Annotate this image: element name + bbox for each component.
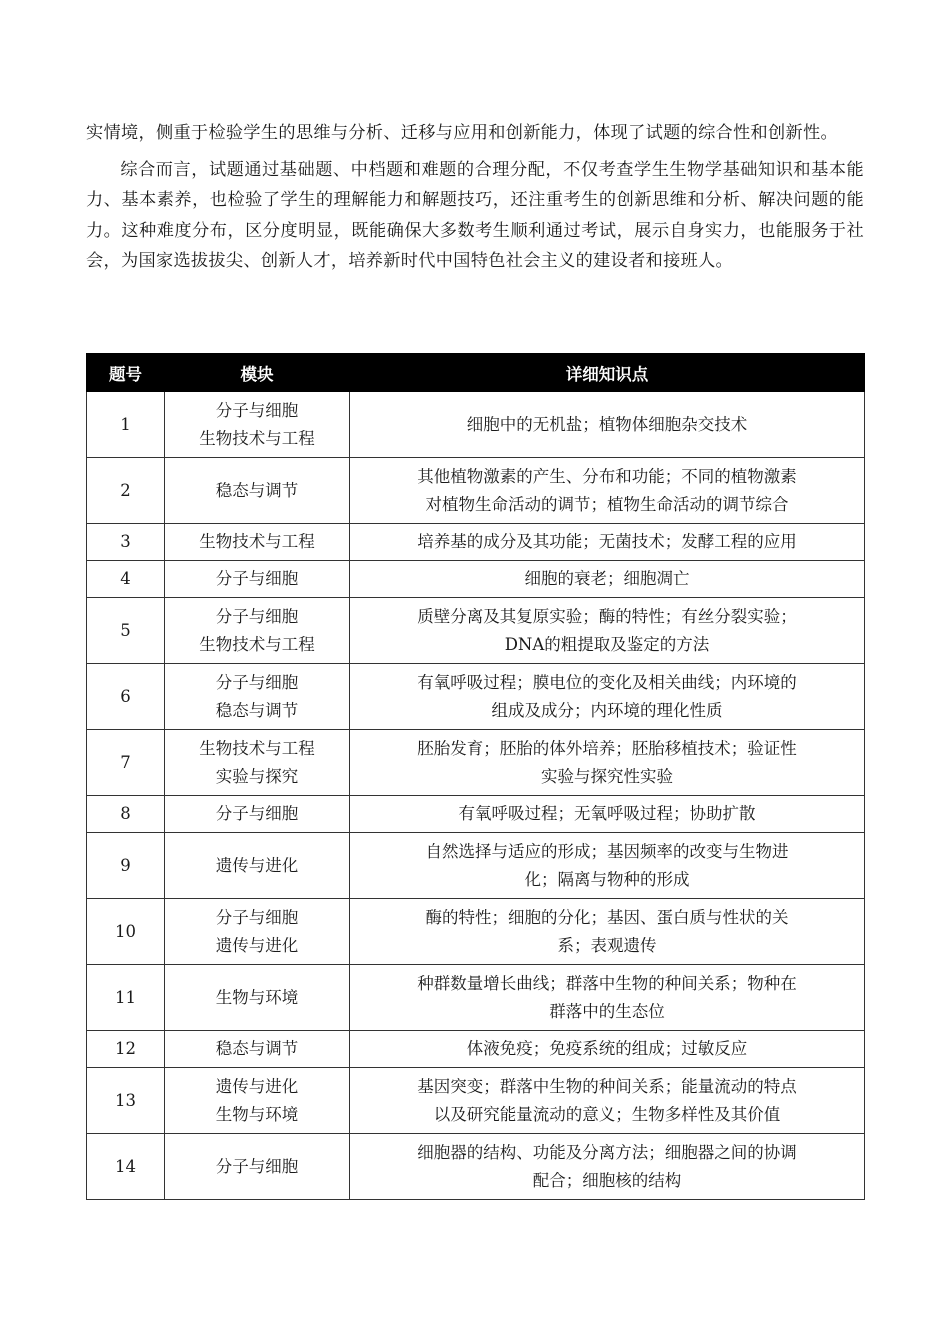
module-cell [165,833,350,899]
knowledge-points-cell [350,965,865,1031]
document-body [86,118,864,277]
question-number-cell: 2 [87,458,165,524]
module-name: 稳态与调节 [215,480,299,500]
knowledge-points-cell [350,524,865,561]
table-row [87,664,865,730]
knowledge-points-line: 系；表观遗传 [557,935,657,955]
module-name: 遗传与进化 [215,855,299,875]
question-number-cell: 10 [87,899,165,965]
knowledge-points-line: 培养基的成分及其功能；无菌技术；发酵工程的应用 [417,532,797,551]
header-module: 模块 [165,354,350,392]
question-number-cell: 13 [87,1068,165,1134]
module-name: 稳态与调节 [215,700,299,720]
table-row [87,796,865,833]
module-cell [165,524,350,561]
module-cell [165,561,350,598]
knowledge-points-cell [350,561,865,598]
knowledge-points-line: 其他植物激素的产生、分布和功能；不同的植物激素 [417,466,797,486]
knowledge-points-line: 以及研究能量流动的意义；生物多样性及其价值 [433,1104,781,1124]
module-name: 遗传与进化 [215,1076,299,1096]
module-name: 生物技术与工程 [199,428,315,448]
knowledge-points-line: 实验与探究性实验 [541,766,673,786]
question-number-cell: 12 [87,1031,165,1068]
knowledge-points-line: 细胞中的无机盐；植物体细胞杂交技术 [466,414,748,434]
question-number-cell: 1 [87,392,165,458]
module-name: 分子与细胞 [215,907,299,927]
question-number-cell: 6 [87,664,165,730]
question-number-cell: 9 [87,833,165,899]
knowledge-points-line: 基因突变；群落中生物的种间关系；能量流动的特点 [417,1076,797,1096]
knowledge-points-cell [350,730,865,796]
knowledge-points-cell [350,458,865,524]
module-name: 分子与细胞 [215,672,299,692]
module-name: 遗传与进化 [215,935,299,955]
knowledge-points-line: 化；隔离与物种的形成 [524,869,690,889]
knowledge-points-line: 组成及成分；内环境的理化性质 [491,700,723,720]
header-knowledge-points: 详细知识点 [350,354,865,392]
knowledge-points-line: 体液免疫；免疫系统的组成；过敏反应 [466,1039,748,1058]
table-row [87,392,865,458]
module-cell [165,598,350,664]
module-cell [165,1134,350,1200]
paragraph-summary: 综合而言，试题通过基础题、中档题和难题的合理分配，不仅考查学生生物学基础知识和基本能力、基本素养，也检验了学生的理解能力和解题技巧，还注重考生的创新思维和分析、解决问题的能力。这种难度分布，区分度明显，既能确保大多数考生顺利通过考试，展示自身实力，也能服务于社会，为国家选拔拔尖、创新人才，培养新时代中国特色社会主义的建设者和接班人。 [86,159,864,271]
knowledge-points-line: 细胞的衰老；细胞凋亡 [524,569,690,588]
module-name: 生物技术与工程 [199,738,315,758]
knowledge-point-table [86,353,865,1200]
table-row [87,965,865,1031]
table-row [87,458,865,524]
question-number-cell: 3 [87,524,165,561]
module-name: 分子与细胞 [215,1156,299,1176]
knowledge-points-line: 种群数量增长曲线；群落中生物的种间关系；物种在 [417,973,797,993]
knowledge-points-line: 细胞器的结构、功能及分离方法；细胞器之间的协调 [417,1142,797,1162]
table-body [87,392,865,1200]
table-row [87,561,865,598]
module-name: 分子与细胞 [215,606,299,626]
knowledge-points-cell [350,1031,865,1068]
module-name: 生物与环境 [215,1104,299,1124]
knowledge-points-cell [350,833,865,899]
knowledge-points-cell [350,796,865,833]
knowledge-points-cell [350,392,865,458]
table-row [87,899,865,965]
module-name: 实验与探究 [215,766,299,786]
knowledge-points-cell [350,1068,865,1134]
knowledge-points-line: 自然选择与适应的形成；基因频率的改变与生物进 [425,841,789,861]
question-number-cell: 4 [87,561,165,598]
knowledge-points-line: 有氧呼吸过程；膜电位的变化及相关曲线；内环境的 [417,672,797,692]
table-row [87,598,865,664]
knowledge-points-cell [350,899,865,965]
knowledge-points-line: 配合；细胞核的结构 [532,1170,682,1190]
module-cell [165,664,350,730]
knowledge-points-cell [350,664,865,730]
knowledge-points-line: 质壁分离及其复原实验；酶的特性；有丝分裂实验； [417,606,797,626]
paragraph-continuation: 实情境，侧重于检验学生的思维与分析、迁移与应用和创新能力，体现了试题的综合性和创新性。 [86,123,838,143]
question-number-cell: 11 [87,965,165,1031]
table-row [87,833,865,899]
knowledge-points-line: 对植物生命活动的调节；植物生命活动的调节综合 [425,494,789,514]
module-cell [165,796,350,833]
module-cell [165,965,350,1031]
header-question-number: 题号 [87,354,165,392]
module-cell [165,392,350,458]
module-name: 分子与细胞 [215,569,299,588]
question-number-cell: 5 [87,598,165,664]
question-number-cell: 7 [87,730,165,796]
table-row [87,1134,865,1200]
knowledge-points-cell [350,598,865,664]
knowledge-points-line: DNA的粗提取及鉴定的方法 [504,634,710,654]
knowledge-points-line: 酶的特性；细胞的分化；基因、蛋白质与性状的关 [425,907,789,927]
knowledge-points-line: 群落中的生态位 [549,1001,665,1021]
module-cell [165,458,350,524]
module-name: 分子与细胞 [215,804,299,823]
knowledge-points-line: 胚胎发育；胚胎的体外培养；胚胎移植技术；验证性 [417,738,797,758]
question-number-cell: 14 [87,1134,165,1200]
table-row [87,730,865,796]
table-row [87,524,865,561]
module-name: 生物技术与工程 [199,634,315,654]
knowledge-points-cell [350,1134,865,1200]
module-cell [165,730,350,796]
table-row [87,1031,865,1068]
module-cell [165,1031,350,1068]
knowledge-points-line: 有氧呼吸过程；无氧呼吸过程；协助扩散 [458,804,756,823]
module-name: 分子与细胞 [215,400,299,420]
module-cell [165,1068,350,1134]
module-name: 稳态与调节 [215,1039,299,1058]
module-cell [165,899,350,965]
table-row [87,1068,865,1134]
table-header-row [87,354,865,392]
module-name: 生物与环境 [215,987,299,1007]
question-number-cell: 8 [87,796,165,833]
module-name: 生物技术与工程 [199,532,315,551]
